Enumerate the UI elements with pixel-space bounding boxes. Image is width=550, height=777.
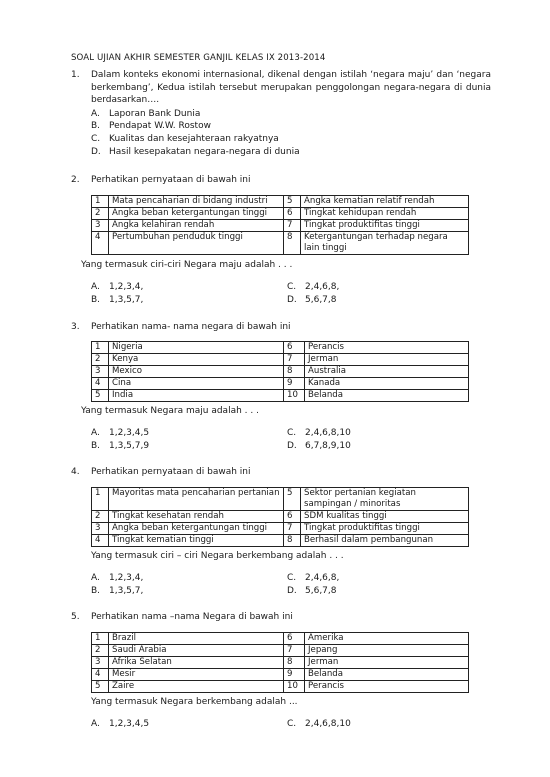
answer-options: [71, 572, 491, 597]
option-d[interactable]: D. 6,7,8,9,10: [287, 440, 351, 451]
question-text: Perhatikan nama- nama negara di bawah ini: [91, 322, 291, 332]
option-c[interactable]: C. Kualitas dan kesejahteraan rakyatnya: [91, 133, 279, 144]
question-number: 2.: [71, 175, 80, 185]
option-c[interactable]: C. 2,4,6,8,10: [287, 719, 351, 729]
question-2: [71, 174, 491, 187]
question-text: Perhatikan pernyataan di bawah ini: [91, 467, 251, 477]
question-5: [71, 611, 491, 624]
option-a[interactable]: A. 1,2,3,4,5: [91, 719, 150, 729]
question-number: 5.: [71, 612, 80, 622]
option-c[interactable]: C. 2,4,6,8,10: [287, 428, 351, 438]
table-row: 1 Mayoritas mata pencaharian pertanian 5 Sektor pertanian kegiatan sampingan / minoritas: [92, 488, 469, 511]
question-text: Perhatikan nama –nama Negara di bawah ini: [91, 612, 293, 622]
option-c[interactable]: C. 2,4,6,8,: [287, 573, 340, 583]
option-a[interactable]: A. 1,2,3,4,5: [91, 428, 150, 438]
question-text: Perhatikan pernyataan di bawah ini: [91, 175, 251, 185]
option-a[interactable]: A. Laporan Bank Dunia: [91, 108, 201, 119]
question-3: [71, 321, 491, 334]
option-b[interactable]: B. 1,3,5,7,9: [91, 440, 150, 451]
table-row: 3 Afrika Selatan 8 Jerman: [92, 657, 469, 669]
answer-options: [71, 718, 491, 731]
table-row: 4 Pertumbuhan penduduk tinggi 8 Ketergantungan terhadap negara lain tinggi: [92, 232, 469, 255]
option-a[interactable]: A. 1,2,3,4,: [91, 282, 144, 292]
table-row: 3 Mexico 8 Australia: [92, 366, 469, 378]
question-prompt: Yang termasuk ciri-ciri Negara maju adalah . . .: [81, 260, 293, 270]
option-b[interactable]: B. 1,3,5,7,: [91, 585, 144, 596]
table-row: 2 Angka beban ketergantungan tinggi 6 Tingkat kehidupan rendah: [92, 208, 469, 220]
answer-options: [91, 108, 491, 159]
question-prompt: Yang termasuk Negara maju adalah . . .: [81, 406, 259, 416]
answer-options: [71, 281, 491, 306]
table-row: 4 Cina 9 Kanada: [92, 378, 469, 390]
statement-table: [91, 195, 469, 255]
table-row: 2 Tingkat kesehatan rendah 6 SDM kualitas tinggi: [92, 511, 469, 523]
question-number: 3.: [71, 322, 80, 332]
table-row: 4 Mesir 9 Belanda: [92, 669, 469, 681]
option-c[interactable]: C. 2,4,6,8,: [287, 282, 340, 292]
question-4: [71, 466, 491, 479]
table-row: 5 Zaire 10 Perancis: [92, 681, 469, 693]
table-row: 3 Angka beban ketergantungan tinggi 7 Tingkat produktifitas tinggi: [92, 523, 469, 535]
option-a[interactable]: A. 1,2,3,4,: [91, 573, 144, 583]
table-row: 1 Brazil 6 Amerika: [92, 633, 469, 645]
question-number: 4.: [71, 467, 80, 477]
option-b[interactable]: B. Pendapat W.W. Rostow: [91, 121, 211, 132]
question-text: Dalam konteks ekonomi internasional, dikenal dengan istilah ‘negara maju’ dan ‘negara berkembang’, Kedua istilah tersebut merupakan penggolongan negara-negara di dunia berdasarkan….: [91, 70, 491, 105]
option-b[interactable]: B. 1,3,5,7,: [91, 294, 144, 305]
option-d[interactable]: D. 5,6,7,8: [287, 294, 337, 305]
question-number: 1.: [71, 70, 80, 80]
table-row: 4 Tingkat kematian tinggi 8 Berhasil dalam pembangunan: [92, 535, 469, 547]
question-1: [71, 69, 491, 158]
answer-options: [71, 427, 491, 452]
country-table: [91, 632, 469, 693]
exam-title: SOAL UJIAN AKHIR SEMESTER GANJIL KELAS IX 2013-2014: [71, 53, 326, 63]
option-d[interactable]: D. 5,6,7,8: [287, 585, 337, 596]
question-prompt: Yang termasuk Negara berkembang adalah ...: [91, 697, 298, 707]
country-table: [91, 341, 469, 402]
statement-table: [91, 487, 469, 547]
question-prompt: Yang termasuk ciri – ciri Negara berkembang adalah . . .: [91, 551, 344, 561]
table-row: 1 Mata pencaharian di bidang industri 5 Angka kematian relatif rendah: [92, 196, 469, 208]
table-row: 5 India 10 Belanda: [92, 390, 469, 402]
option-d[interactable]: D. Hasil kesepakatan negara-negara di dunia: [91, 146, 300, 157]
table-row: 1 Nigeria 6 Perancis: [92, 342, 469, 354]
table-row: 2 Saudi Arabia 7 Jepang: [92, 645, 469, 657]
table-row: 3 Angka kelahiran rendah 7 Tingkat produktifitas tinggi: [92, 220, 469, 232]
table-row: 2 Kenya 7 Jerman: [92, 354, 469, 366]
